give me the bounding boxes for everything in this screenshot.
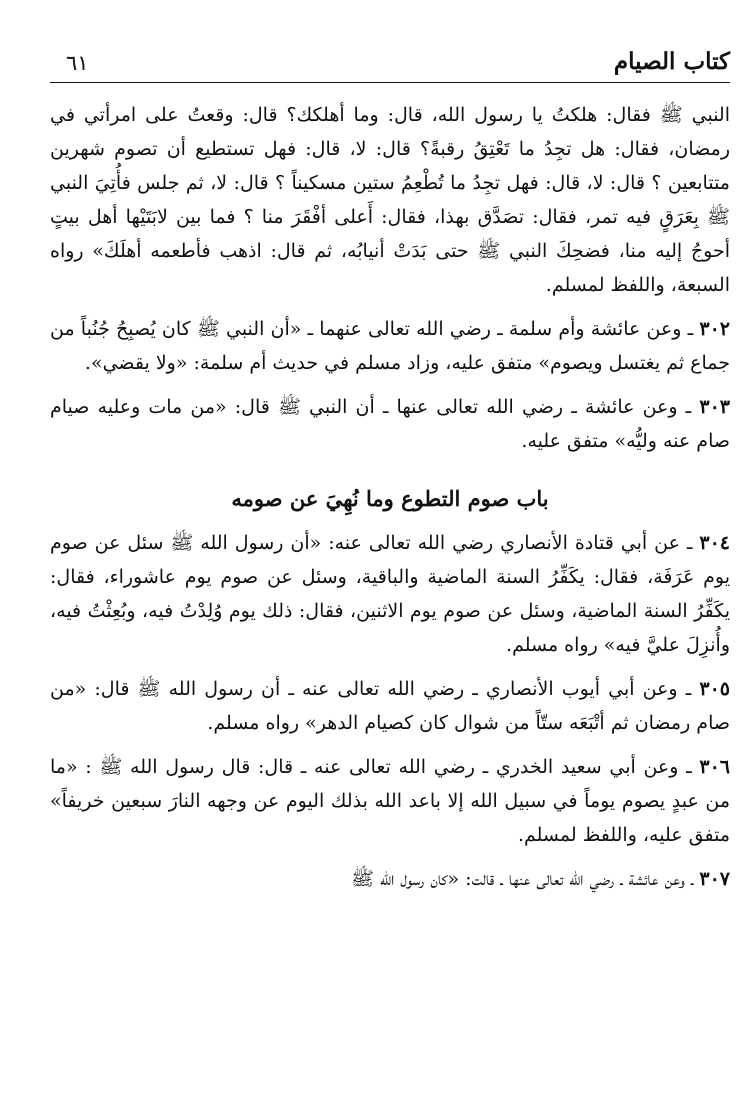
- hadith-paragraph: [50, 750, 730, 852]
- book-title: كتاب الصيام: [613, 48, 730, 75]
- hadith-paragraph: [50, 98, 730, 302]
- hadith-text: النبي ﷺ فقال: هلكتُ يا رسول الله، قال: وما أهلكك؟ قال: وقعتُ على امرأتي في رمضان، فقال: هل تجِدُ ما تَعْتِقُ رقبةً؟ قال: لا، قال: فهل تستطيع أن تصوم شهرين متتابعين ؟ قال: لا، قال: فهل تجِدُ ما تُطْعِمُ ستين مسكيناً ؟ قال: لا، ثم جلس فأُتِيَ النبي ﷺ بِعَرَقٍ فيه تمر، فقال: تصَدَّق بهذا، فقال: أَعلى أفْقَرَ منا ؟ فما بين لابَتَيْها أهل بيتٍ أحوجُ إليه منا، فضحِكَ النبي ﷺ حتى بَدَتْ أنيابُه، ثم قال: اذهب فأطعمه أهلَكَ» رواه السبعة، واللفظ لمسلم.: [50, 104, 730, 296]
- hadith-number: ٣٠٣: [699, 396, 730, 418]
- hadith-paragraph: [50, 390, 730, 458]
- hadith-number: ٣٠٥: [699, 678, 730, 700]
- header-divider: [50, 82, 730, 83]
- page-body: [50, 92, 730, 906]
- hadith-paragraph: [50, 526, 730, 662]
- hadith-number: ٣٠٦: [699, 756, 730, 778]
- hadith-number: ٣٠٤: [699, 532, 730, 554]
- page-number: ٦١: [66, 51, 89, 75]
- book-page: [50, 40, 730, 1100]
- hadith-paragraph: [50, 862, 730, 896]
- hadith-text: ـ وعن أبي أيوب الأنصاري ـ رضي الله تعالى عنه ـ أن رسول الله ﷺ قال: «من صام رمضان ثم أتْبَعَه ستّاً من شوال كان كصيام الدهر» رواه مسلم.: [50, 678, 730, 734]
- hadith-text: ـ وعن عائشة ـ رضي الله تعالى عنها ـ قالت: «كان رسول الله ﷺ: [351, 868, 700, 890]
- hadith-text: ـ وعن أبي سعيد الخدري ـ رضي الله تعالى عنه ـ قال: قال رسول الله ﷺ : «ما من عبدٍ يصوم يوماً في سبيل الله إلا باعد الله بذلك اليوم عن وجهه النارَ سبعين خريفاً» متفق عليه، واللفظ لمسلم.: [50, 756, 730, 846]
- hadith-number: ٣٠٢: [699, 318, 730, 340]
- hadith-text: ـ وعن عائشة ـ رضي الله تعالى عنها ـ أن النبي ﷺ قال: «من مات وعليه صيام صام عنه وليُّه» متفق عليه.: [50, 396, 730, 452]
- page-header: [50, 40, 730, 80]
- chapter-heading: باب صوم التطوع وما نُهِيَ عن صومه: [231, 486, 549, 511]
- hadith-paragraph: [50, 672, 730, 740]
- hadith-text: ـ وعن عائشة وأم سلمة ـ رضي الله تعالى عنهما ـ «أن النبي ﷺ كان يُصبِحُ جُنُباً من جماع ثم يغتسل ويصوم» متفق عليه، وزاد مسلم في حديث أم سلمة: «ولا يقضي».: [50, 318, 730, 374]
- hadith-paragraph: [50, 312, 730, 380]
- hadith-number: ٣٠٧: [699, 868, 730, 890]
- hadith-text: ـ عن أبي قتادة الأنصاري رضي الله تعالى عنه: «أن رسول الله ﷺ سئل عن صوم يوم عَرَفَة، فقال: يكَفِّرُ السنة الماضية والباقية، وسئل عن صوم يوم عاشوراء، فقال: يكَفِّرُ السنة الماضية، وسئل عن صوم يوم الاثنين، فقال: ذلك يوم وُلِدْتُ فيه، وبُعِثْتُ فيه، وأُنزِلَ عليَّ فيه» رواه مسلم.: [50, 532, 730, 656]
